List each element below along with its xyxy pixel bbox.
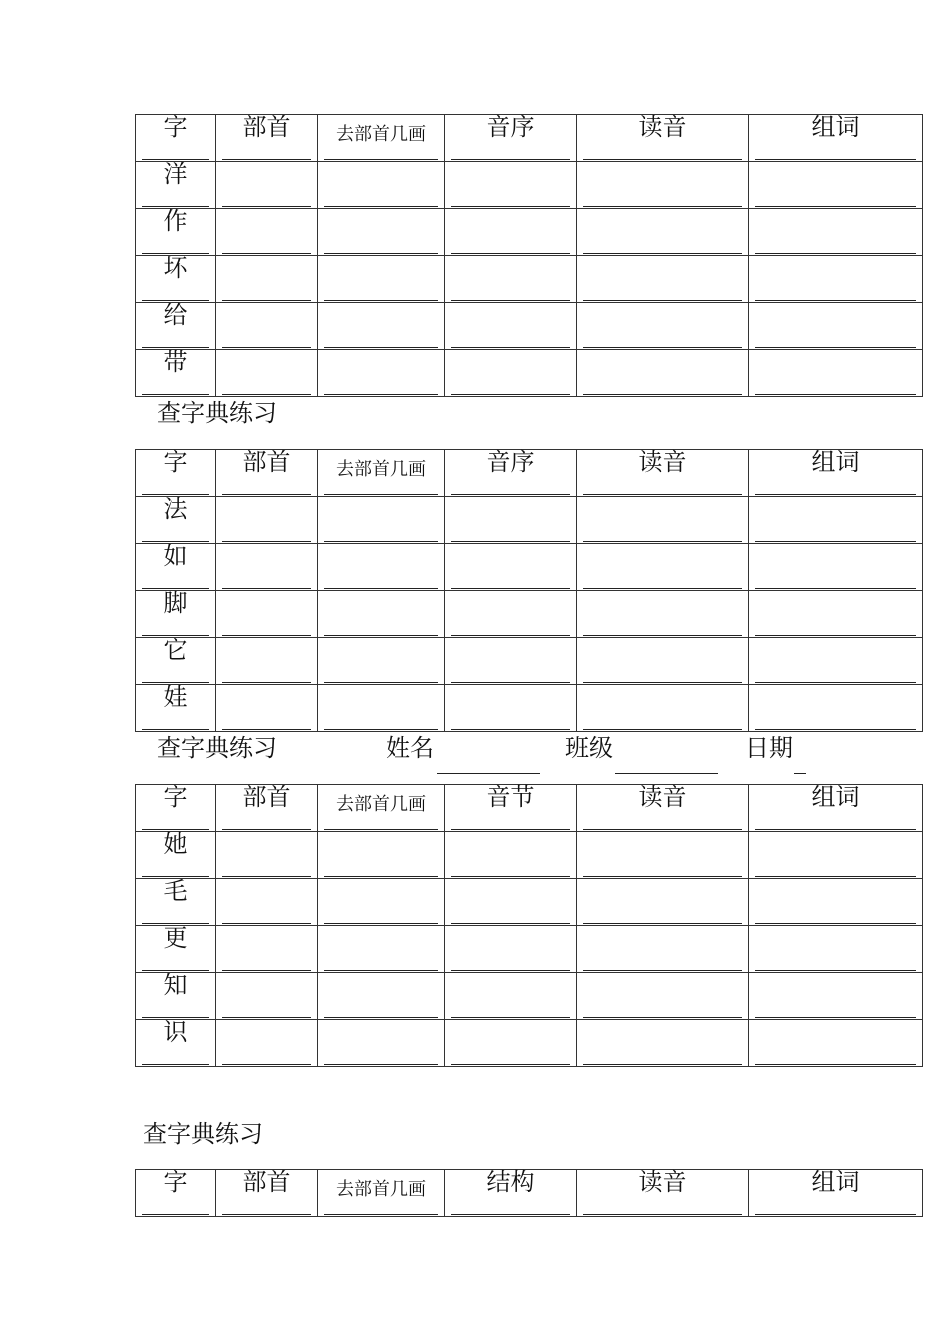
words-blank[interactable] — [749, 926, 923, 973]
char-cell: 洋 — [163, 160, 188, 188]
reading-blank[interactable] — [577, 879, 749, 926]
reading-blank[interactable] — [577, 303, 749, 350]
table-row — [136, 638, 923, 685]
char-cell: 法 — [163, 495, 188, 523]
char-cell: 她 — [163, 830, 188, 858]
table-row — [136, 303, 923, 350]
strokes-blank[interactable] — [318, 303, 445, 350]
words-blank[interactable] — [749, 638, 923, 685]
dictionary-table-4 — [135, 1169, 923, 1217]
char-cell: 娃 — [163, 683, 188, 711]
header-reading: 读音 — [638, 1168, 687, 1196]
col4-blank[interactable] — [445, 497, 577, 544]
char-cell: 脚 — [163, 589, 188, 617]
char-cell: 更 — [163, 924, 188, 952]
char-cell: 如 — [163, 542, 188, 570]
section-title: 查字典练习 — [143, 1120, 263, 1148]
strokes-blank[interactable] — [318, 350, 445, 397]
date-label: 日期 — [745, 734, 793, 762]
table-row — [136, 162, 923, 209]
table-row — [136, 497, 923, 544]
header-char: 字 — [163, 1168, 188, 1196]
header-reading: 读音 — [638, 783, 687, 811]
radical-blank[interactable] — [216, 685, 318, 732]
reading-blank[interactable] — [577, 926, 749, 973]
header-row — [136, 450, 923, 497]
col4-blank[interactable] — [445, 1020, 577, 1067]
char-cell: 它 — [163, 636, 188, 664]
strokes-blank[interactable] — [318, 638, 445, 685]
char-cell: 带 — [163, 348, 188, 376]
reading-blank[interactable] — [577, 1020, 749, 1067]
dictionary-table-3 — [135, 784, 923, 1067]
col4-blank[interactable] — [445, 162, 577, 209]
table-row — [136, 973, 923, 1020]
col4-blank[interactable] — [445, 256, 577, 303]
col4-blank[interactable] — [445, 303, 577, 350]
class-field[interactable] — [615, 773, 718, 774]
strokes-blank[interactable] — [318, 973, 445, 1020]
table-row — [136, 256, 923, 303]
radical-blank[interactable] — [216, 1020, 318, 1067]
radical-blank[interactable] — [216, 209, 318, 256]
name-field[interactable] — [437, 773, 540, 774]
header-reading: 读音 — [638, 448, 687, 476]
header-strokes: 去部首几画 — [336, 124, 426, 145]
strokes-blank[interactable] — [318, 1020, 445, 1067]
date-field[interactable] — [794, 773, 806, 774]
reading-blank[interactable] — [577, 209, 749, 256]
header-reading: 读音 — [638, 113, 687, 141]
header-radical: 部首 — [242, 113, 291, 141]
header-words: 组词 — [811, 1168, 860, 1196]
header-words: 组词 — [811, 783, 860, 811]
char-cell: 知 — [163, 971, 188, 999]
header-row — [136, 1170, 923, 1217]
dictionary-table-2 — [135, 449, 923, 732]
radical-blank[interactable] — [216, 832, 318, 879]
reading-blank[interactable] — [577, 497, 749, 544]
words-blank[interactable] — [749, 350, 923, 397]
radical-blank[interactable] — [216, 256, 318, 303]
col4-blank[interactable] — [445, 591, 577, 638]
char-cell: 给 — [163, 301, 188, 329]
table-row — [136, 209, 923, 256]
strokes-blank[interactable] — [318, 926, 445, 973]
radical-blank[interactable] — [216, 926, 318, 973]
strokes-blank[interactable] — [318, 544, 445, 591]
section-title: 查字典练习 — [157, 399, 277, 427]
header-words: 组词 — [811, 448, 860, 476]
header-structure: 结构 — [486, 1168, 535, 1196]
header-radical: 部首 — [242, 448, 291, 476]
table-row — [136, 350, 923, 397]
strokes-blank[interactable] — [318, 497, 445, 544]
col4-blank[interactable] — [445, 638, 577, 685]
table-row — [136, 685, 923, 732]
table-row — [136, 1020, 923, 1067]
strokes-blank[interactable] — [318, 832, 445, 879]
name-label: 姓名 — [386, 734, 434, 762]
strokes-blank[interactable] — [318, 162, 445, 209]
char-cell: 作 — [163, 207, 188, 235]
table-row — [136, 879, 923, 926]
header-radical: 部首 — [242, 1168, 291, 1196]
char-cell: 坏 — [163, 254, 188, 282]
strokes-blank[interactable] — [318, 879, 445, 926]
header-char: 字 — [163, 113, 188, 141]
header-radical: 部首 — [242, 783, 291, 811]
reading-blank[interactable] — [577, 350, 749, 397]
col4-blank[interactable] — [445, 685, 577, 732]
words-blank[interactable] — [749, 256, 923, 303]
words-blank[interactable] — [749, 162, 923, 209]
reading-blank[interactable] — [577, 256, 749, 303]
strokes-blank[interactable] — [318, 256, 445, 303]
char-cell: 毛 — [163, 877, 188, 905]
words-blank[interactable] — [749, 832, 923, 879]
radical-blank[interactable] — [216, 162, 318, 209]
col4-blank[interactable] — [445, 209, 577, 256]
words-blank[interactable] — [749, 303, 923, 350]
radical-blank[interactable] — [216, 350, 318, 397]
reading-blank[interactable] — [577, 638, 749, 685]
col4-blank[interactable] — [445, 350, 577, 397]
reading-blank[interactable] — [577, 162, 749, 209]
col4-blank[interactable] — [445, 832, 577, 879]
radical-blank[interactable] — [216, 303, 318, 350]
words-blank[interactable] — [749, 1020, 923, 1067]
header-words: 组词 — [811, 113, 860, 141]
reading-blank[interactable] — [577, 591, 749, 638]
table-row — [136, 544, 923, 591]
col4-blank[interactable] — [445, 926, 577, 973]
table-row — [136, 591, 923, 638]
header-col4: 音节 — [486, 783, 535, 811]
header-row — [136, 115, 923, 162]
header-char: 字 — [163, 448, 188, 476]
section-title: 查字典练习 — [157, 734, 277, 762]
words-blank[interactable] — [749, 209, 923, 256]
col4-blank[interactable] — [445, 879, 577, 926]
words-blank[interactable] — [749, 591, 923, 638]
col4-blank[interactable] — [445, 544, 577, 591]
header-strokes: 去部首几画 — [336, 1179, 426, 1200]
radical-blank[interactable] — [216, 591, 318, 638]
strokes-blank[interactable] — [318, 209, 445, 256]
header-strokes: 去部首几画 — [336, 794, 426, 815]
strokes-blank[interactable] — [318, 685, 445, 732]
header-row — [136, 785, 923, 832]
radical-blank[interactable] — [216, 497, 318, 544]
table-row — [136, 832, 923, 879]
words-blank[interactable] — [749, 685, 923, 732]
radical-blank[interactable] — [216, 544, 318, 591]
char-cell: 识 — [163, 1018, 188, 1046]
radical-blank[interactable] — [216, 973, 318, 1020]
col4-blank[interactable] — [445, 973, 577, 1020]
reading-blank[interactable] — [577, 544, 749, 591]
dictionary-table-1 — [135, 114, 923, 397]
reading-blank[interactable] — [577, 685, 749, 732]
reading-blank[interactable] — [577, 973, 749, 1020]
reading-blank[interactable] — [577, 832, 749, 879]
header-col4: 音序 — [486, 113, 535, 141]
header-col4: 音序 — [486, 448, 535, 476]
words-blank[interactable] — [749, 497, 923, 544]
header-strokes: 去部首几画 — [336, 459, 426, 480]
radical-blank[interactable] — [216, 879, 318, 926]
words-blank[interactable] — [749, 879, 923, 926]
radical-blank[interactable] — [216, 638, 318, 685]
table-row — [136, 926, 923, 973]
header-char: 字 — [163, 783, 188, 811]
class-label: 班级 — [565, 734, 613, 762]
words-blank[interactable] — [749, 973, 923, 1020]
words-blank[interactable] — [749, 544, 923, 591]
strokes-blank[interactable] — [318, 591, 445, 638]
